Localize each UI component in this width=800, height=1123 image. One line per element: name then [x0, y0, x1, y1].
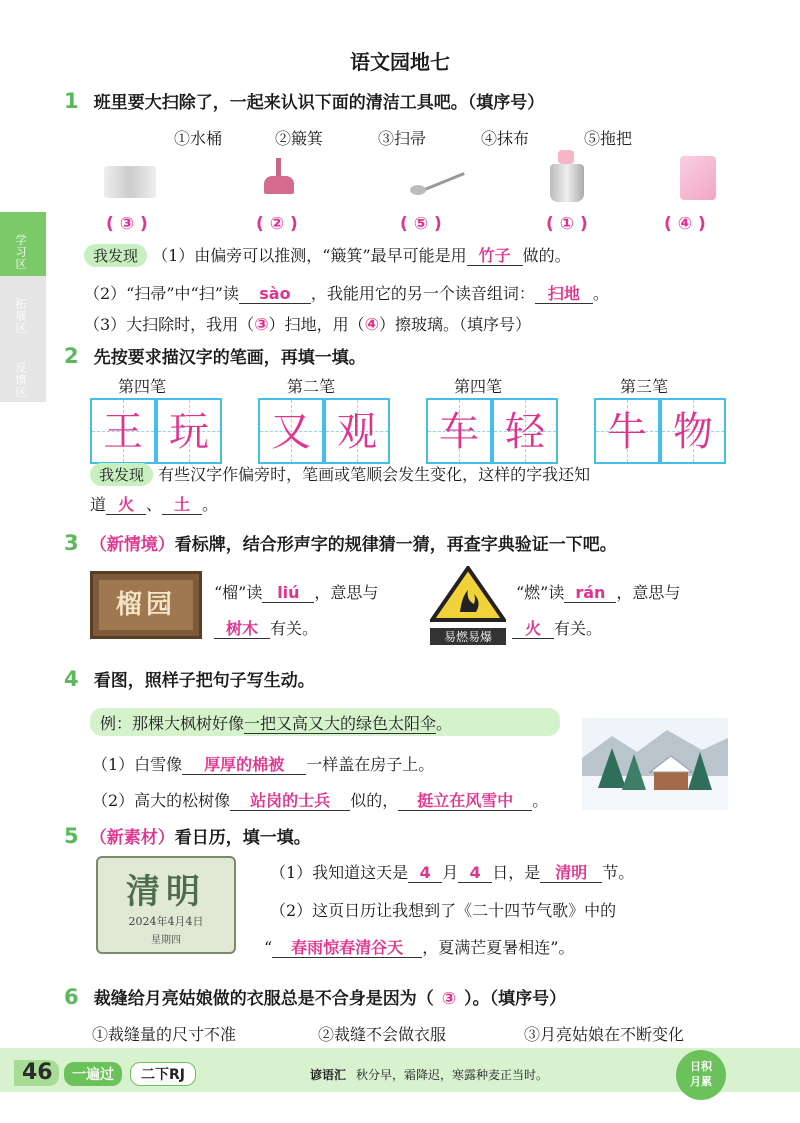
- answer-blank[interactable]: 站岗的士兵: [230, 792, 350, 811]
- text: “燃”读: [516, 583, 565, 602]
- calendar-date: 2024年4月4日: [128, 915, 204, 928]
- grade-label: 二下RJ: [130, 1062, 196, 1086]
- option[interactable]: ②裁缝不会做衣服: [318, 1025, 447, 1044]
- text: 月: [442, 863, 459, 882]
- calendar-page: [96, 856, 236, 954]
- question-tag: （新情境）: [89, 535, 175, 555]
- text: 。: [436, 714, 453, 733]
- side-tab-study[interactable]: [0, 212, 46, 276]
- q1-line-2: [84, 281, 609, 304]
- answer-blank[interactable]: ③: [254, 315, 269, 335]
- text: ，夏满芒夏暑相连”。: [422, 938, 575, 957]
- text: 。: [532, 791, 549, 810]
- char-box[interactable]: [594, 398, 660, 464]
- tool-label: ③扫帚: [378, 129, 427, 148]
- text: 日，是: [492, 863, 541, 882]
- char-box[interactable]: [258, 398, 324, 464]
- text: 有关。: [270, 619, 319, 638]
- snow-scene-illustration: [582, 718, 728, 810]
- side-tab-label: 反馈区: [14, 362, 27, 398]
- text: 做的。: [522, 246, 571, 265]
- daily-badge: [676, 1050, 726, 1100]
- text: “榴”读: [214, 583, 263, 602]
- question-number: 2: [64, 344, 79, 368]
- side-tab-extend[interactable]: [0, 276, 46, 340]
- q5-line-1: [270, 860, 634, 883]
- answer-blank[interactable]: sào: [239, 285, 311, 304]
- char: 玩: [169, 409, 209, 455]
- question-3: [64, 530, 784, 555]
- char-box[interactable]: [492, 398, 558, 464]
- text: 有些汉字作偏旁时，笔画或笔顺会发生变化，这样的字我还知: [158, 465, 591, 484]
- warning-triangle-icon: [430, 566, 506, 622]
- mop-image: [408, 165, 468, 199]
- answer-blank[interactable]: 4: [408, 864, 442, 883]
- side-tab-feedback[interactable]: [0, 340, 46, 402]
- bucket-image: [544, 150, 590, 204]
- answer-blank[interactable]: ( ⑤ ): [400, 214, 442, 234]
- char: 又: [271, 409, 311, 455]
- question-prompt: ）。（填序号）: [464, 989, 567, 1009]
- char: 轻: [505, 409, 545, 455]
- text: 。: [592, 284, 609, 303]
- text: 似的，: [350, 791, 399, 810]
- answer-blank[interactable]: ③: [441, 989, 457, 1009]
- example-underlined: 一把又高又大的绿色太阳伞: [244, 714, 437, 733]
- sign-liuyuan: [90, 571, 202, 639]
- text: ，意思与: [314, 583, 379, 602]
- stroke-label: 第四笔: [454, 377, 503, 396]
- q3-right-1: [516, 580, 680, 603]
- tool-label: ④抹布: [481, 129, 530, 148]
- question-prompt: 先按要求描汉字的笔画，再填一填。: [93, 348, 366, 368]
- answer-blank[interactable]: 树木: [214, 620, 270, 639]
- answer-blank[interactable]: 扫地: [535, 285, 593, 304]
- q3-left-1: [214, 580, 378, 603]
- answer-blank[interactable]: rán: [564, 584, 616, 603]
- answer-blank[interactable]: 竹子: [467, 247, 523, 266]
- side-tab-label: 学习区: [14, 234, 27, 270]
- badge-bottom: 月累: [690, 1075, 712, 1088]
- stroke-label: 第三笔: [620, 377, 669, 396]
- question-number: 4: [64, 667, 79, 691]
- text: 例：那棵大枫树好像: [100, 714, 245, 733]
- text: “: [264, 938, 273, 957]
- snow-scene-image: [582, 718, 728, 810]
- answer-blank[interactable]: 挺立在风雪中: [398, 792, 532, 811]
- answer-blank[interactable]: ( ① ): [546, 214, 588, 234]
- cloth-image: [104, 166, 156, 198]
- dustpan-image: [258, 158, 298, 200]
- sign-text: 易燃易爆: [430, 628, 506, 645]
- text: ，我能用它的另一个读音组词：: [310, 284, 535, 303]
- answer-blank[interactable]: ( ② ): [256, 214, 298, 234]
- answer-blank[interactable]: 厚厚的棉被: [182, 756, 306, 775]
- calendar-week: 星期四: [151, 935, 181, 946]
- char-box[interactable]: [324, 398, 390, 464]
- question-number: 5: [64, 824, 79, 848]
- flammable-sign: [430, 566, 506, 644]
- proverb-label: 谚语汇: [310, 1068, 347, 1082]
- question-2: [64, 343, 764, 368]
- question-tag: （新素材）: [89, 828, 175, 848]
- option[interactable]: ③月亮姑娘在不断变化: [524, 1025, 685, 1044]
- q1-line-3: [84, 312, 531, 335]
- answer-blank[interactable]: 火: [512, 620, 554, 639]
- broom-image: [680, 156, 716, 200]
- stroke-label: 第二笔: [287, 377, 336, 396]
- char-box[interactable]: [426, 398, 492, 464]
- answer-blank[interactable]: ( ③ ): [106, 214, 148, 234]
- proverb-line: [310, 1066, 548, 1083]
- page-title: 语文园地七: [350, 50, 450, 74]
- text: （2）这页日历让我想到了《二十四节气歌》中的: [270, 901, 617, 920]
- char: 观: [337, 409, 377, 455]
- q4-line-2: [92, 788, 548, 811]
- tool-label: ⑤拖把: [584, 129, 633, 148]
- char: 车: [439, 409, 479, 455]
- proverb-text: 秋分早，霜降迟，寒露种麦正当时。: [356, 1068, 549, 1082]
- char-box[interactable]: [156, 398, 222, 464]
- text: 、: [146, 495, 163, 514]
- char: 物: [673, 409, 713, 455]
- q5-line-3: [264, 935, 574, 958]
- text: （1）由偏旁可以推测，“簸箕”最早可能是用: [152, 246, 467, 265]
- text: ）擦玻璃。（填序号）: [379, 315, 532, 334]
- question-prompt: 看图，照样子把句子写生动。: [93, 671, 315, 691]
- question-5: [64, 823, 764, 848]
- q2-discover: [90, 462, 590, 486]
- text: （1）白雪像: [92, 755, 183, 774]
- tool-label: ②簸箕: [275, 129, 324, 148]
- answer-blank[interactable]: 4: [458, 864, 492, 883]
- text: ，意思与: [616, 583, 681, 602]
- tool-label: ①水桶: [174, 129, 223, 148]
- text: （2）高大的松树像: [92, 791, 231, 810]
- question-number: 1: [64, 89, 79, 113]
- badge-top: 日积: [690, 1060, 712, 1073]
- q2-discover-2: [90, 492, 218, 515]
- answer-blank[interactable]: 春雨惊春清谷天: [272, 939, 422, 958]
- text: 节。: [602, 863, 635, 882]
- question-1: [64, 88, 764, 113]
- text: 有关。: [554, 619, 603, 638]
- sign-text: 榴园: [99, 580, 193, 630]
- answer-blank[interactable]: 火: [106, 496, 146, 515]
- example-box: [90, 708, 560, 736]
- q3-right-2: [512, 616, 602, 639]
- discover-badge: 我发现: [90, 463, 153, 486]
- calendar-main: 清明: [126, 872, 206, 912]
- char: 牛: [607, 409, 647, 455]
- brand-logo: 一遍过: [64, 1062, 122, 1086]
- answer-blank[interactable]: ( ④ ): [664, 214, 706, 234]
- question-prompt: 裁缝给月亮姑娘做的衣服总是不合身是因为（: [93, 989, 434, 1009]
- answer-blank[interactable]: ④: [364, 315, 380, 335]
- question-prompt: 班里要大扫除了，一起来认识下面的清洁工具吧。（填序号）: [93, 93, 545, 113]
- answer-blank[interactable]: 清明: [540, 864, 602, 883]
- question-number: 6: [64, 985, 79, 1009]
- q4-line-1: [92, 752, 434, 775]
- text: 。: [202, 495, 219, 514]
- discover-badge: 我发现: [84, 244, 147, 267]
- q1-line-1: [84, 243, 571, 267]
- stroke-label: 第四笔: [118, 377, 167, 396]
- question-number: 3: [64, 531, 79, 555]
- text: （1）我知道这天是: [270, 863, 409, 882]
- text: 一样盖在房子上。: [306, 755, 435, 774]
- q5-line-2: [270, 898, 616, 921]
- q3-left-2: [214, 616, 318, 639]
- question-6: [64, 984, 784, 1009]
- text: ）扫地，用（: [268, 315, 365, 334]
- char-box[interactable]: [90, 398, 156, 464]
- answer-blank[interactable]: 土: [162, 496, 202, 515]
- question-4: [64, 666, 764, 691]
- option[interactable]: ①裁缝量的尺寸不准: [92, 1025, 237, 1044]
- text: （2）“扫帚”中“扫”读: [84, 284, 239, 303]
- text: 道: [90, 495, 107, 514]
- char: 王: [103, 409, 143, 455]
- question-prompt: 看标牌，结合形声字的规律猜一猜，再查字典验证一下吧。: [174, 535, 617, 555]
- text: （3）大扫除时，我用（: [84, 315, 255, 334]
- question-prompt: 看日历，填一填。: [174, 828, 311, 848]
- page-number: 46: [14, 1060, 59, 1086]
- char-box[interactable]: [660, 398, 726, 464]
- side-tab-label: 拓展区: [14, 298, 27, 334]
- answer-blank[interactable]: liú: [262, 584, 314, 603]
